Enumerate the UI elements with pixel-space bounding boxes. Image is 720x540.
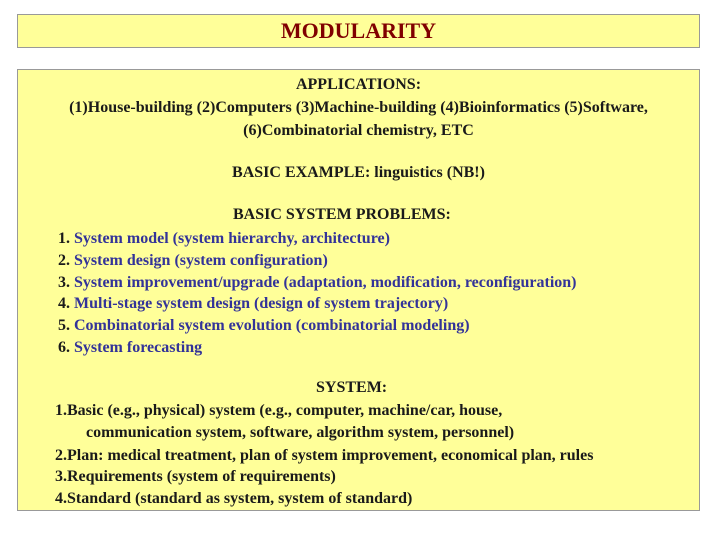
page-title: MODULARITY	[280, 18, 437, 43]
problem-item	[58, 251, 328, 271]
problem-number: 1.	[58, 230, 70, 247]
system-item-1: 1.Basic (e.g., physical) system (e.g., computer, machine/car, house,	[55, 402, 503, 419]
applications-heading: APPLICATIONS:	[295, 76, 422, 93]
problem-item	[58, 294, 448, 314]
problem-item	[58, 316, 470, 336]
problem-item	[58, 229, 390, 249]
problem-number: 3.	[58, 274, 70, 291]
problem-text: Combinatorial system evolution (combinatorial modeling)	[70, 317, 470, 334]
problem-item	[58, 273, 577, 293]
system-heading: SYSTEM:	[316, 379, 388, 396]
problem-number: 6.	[58, 339, 70, 356]
applications-line-1: (1)House-building (2)Computers (3)Machine-building (4)Bioinformatics (5)Software,	[69, 99, 648, 116]
applications-line-2: (6)Combinatorial chemistry, ETC	[243, 122, 474, 139]
system-item-2: 2.Plan: medical treatment, plan of system improvement, economical plan, rules	[55, 447, 594, 464]
system-item-3: 3.Requirements (system of requirements)	[55, 468, 336, 485]
problem-text: System improvement/upgrade (adaptation, modification, reconfiguration)	[70, 274, 577, 291]
title-banner	[17, 14, 700, 48]
problem-text: System model (system hierarchy, architecture)	[70, 230, 390, 247]
system-item-4: 4.Standard (standard as system, system of standard)	[55, 490, 413, 507]
basic-example: BASIC EXAMPLE: linguistics (NB!)	[232, 164, 485, 181]
system-item-1-continued: communication system, software, algorithm system, personnel)	[86, 424, 515, 441]
content-box	[17, 69, 700, 511]
problem-text: Multi-stage system design (design of system trajectory)	[70, 295, 449, 312]
problem-number: 4.	[58, 295, 70, 312]
problem-text: System design (system configuration)	[70, 252, 328, 269]
problem-number: 5.	[58, 317, 70, 334]
problem-text: System forecasting	[70, 339, 203, 356]
problem-number: 2.	[58, 252, 70, 269]
problems-heading: BASIC SYSTEM PROBLEMS:	[233, 206, 451, 223]
problem-item	[58, 338, 202, 358]
